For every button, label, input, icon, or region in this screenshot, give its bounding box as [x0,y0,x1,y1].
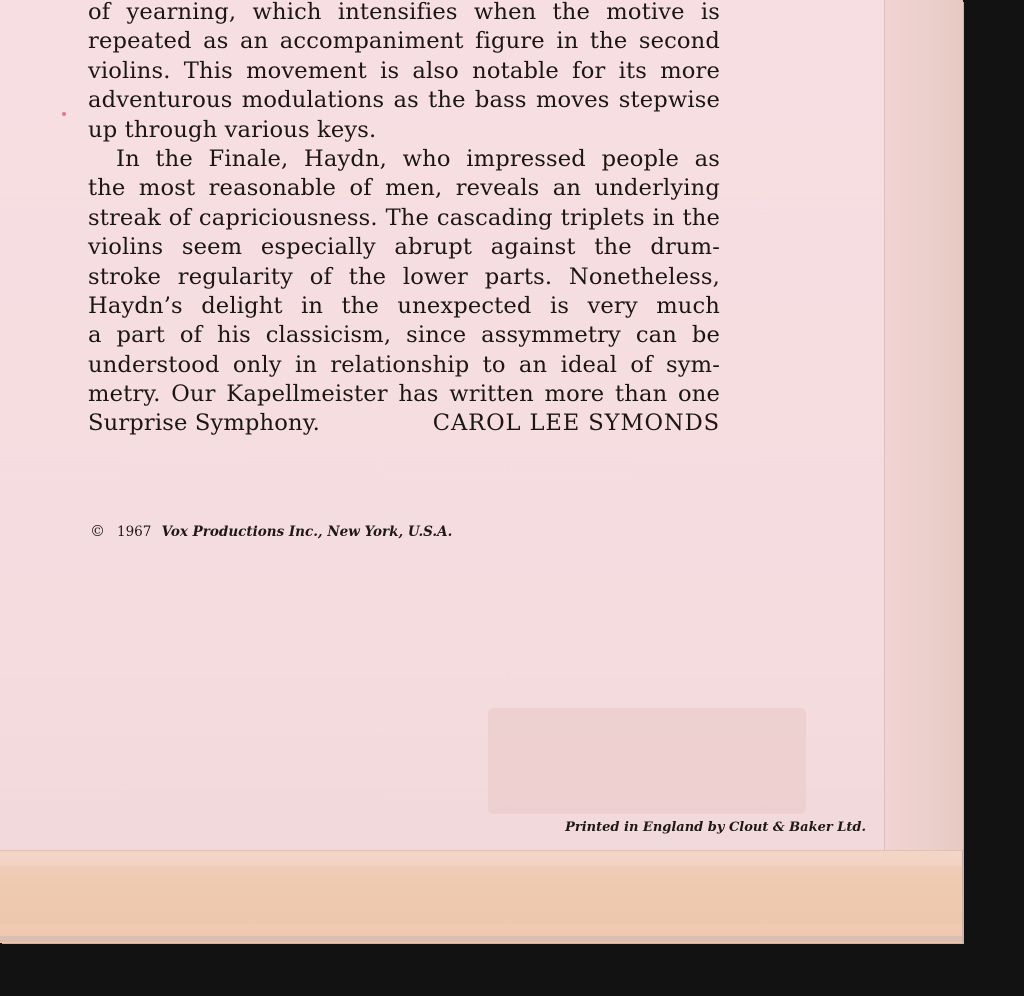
ink-speck [62,112,66,116]
sleeve-spine-edge [884,0,963,850]
text-line: Haydn’s delight in the unexpected is very much [88,292,720,319]
copyright-year: 1967 [117,524,152,540]
copyright-symbol: © [90,522,105,540]
text-line: a part of his classicism, since assymmetry can be [88,322,720,349]
text-line: streak of capriciousness. The cascading triplets in the [88,204,720,231]
paragraph-start-line: In the Finale, Haydn, who impressed people as [116,145,720,172]
signoff-line [88,409,720,438]
closing-phrase: Surprise Symphony. [88,410,320,437]
printer-credit: Printed in England by Clout & Baker Ltd. [565,820,866,835]
flap-shadow [0,866,962,924]
flap-edge [0,936,962,942]
text-line: repeated as an accompaniment figure in the second [88,28,720,55]
author-name: CAROL LEE SYMONDS [432,410,720,437]
text-line: violins seem especially abrupt against the drum- [88,234,720,261]
text-line: stroke regularity of the lower parts. Nonetheless, [88,263,720,290]
text-line: understood only in relationship to an ideal of sym- [88,351,720,378]
text-line: adventurous modulations as the bass moves stepwise [88,87,720,114]
text-line: the most reasonable of men, reveals an underlying [88,175,720,202]
publisher-name: Vox Productions Inc., New York, U.S.A. [161,524,453,540]
text-line: metry. Our Kapellmeister has written more than one [88,381,720,408]
text-line: up through various keys. [88,116,377,143]
text-line: of yearning, which intensifies when the motive is [88,0,720,25]
copyright-notice [90,522,452,540]
liner-notes-text [88,0,720,439]
paper-stain [488,708,806,814]
text-line: violins. This movement is also notable for its more [88,57,720,84]
